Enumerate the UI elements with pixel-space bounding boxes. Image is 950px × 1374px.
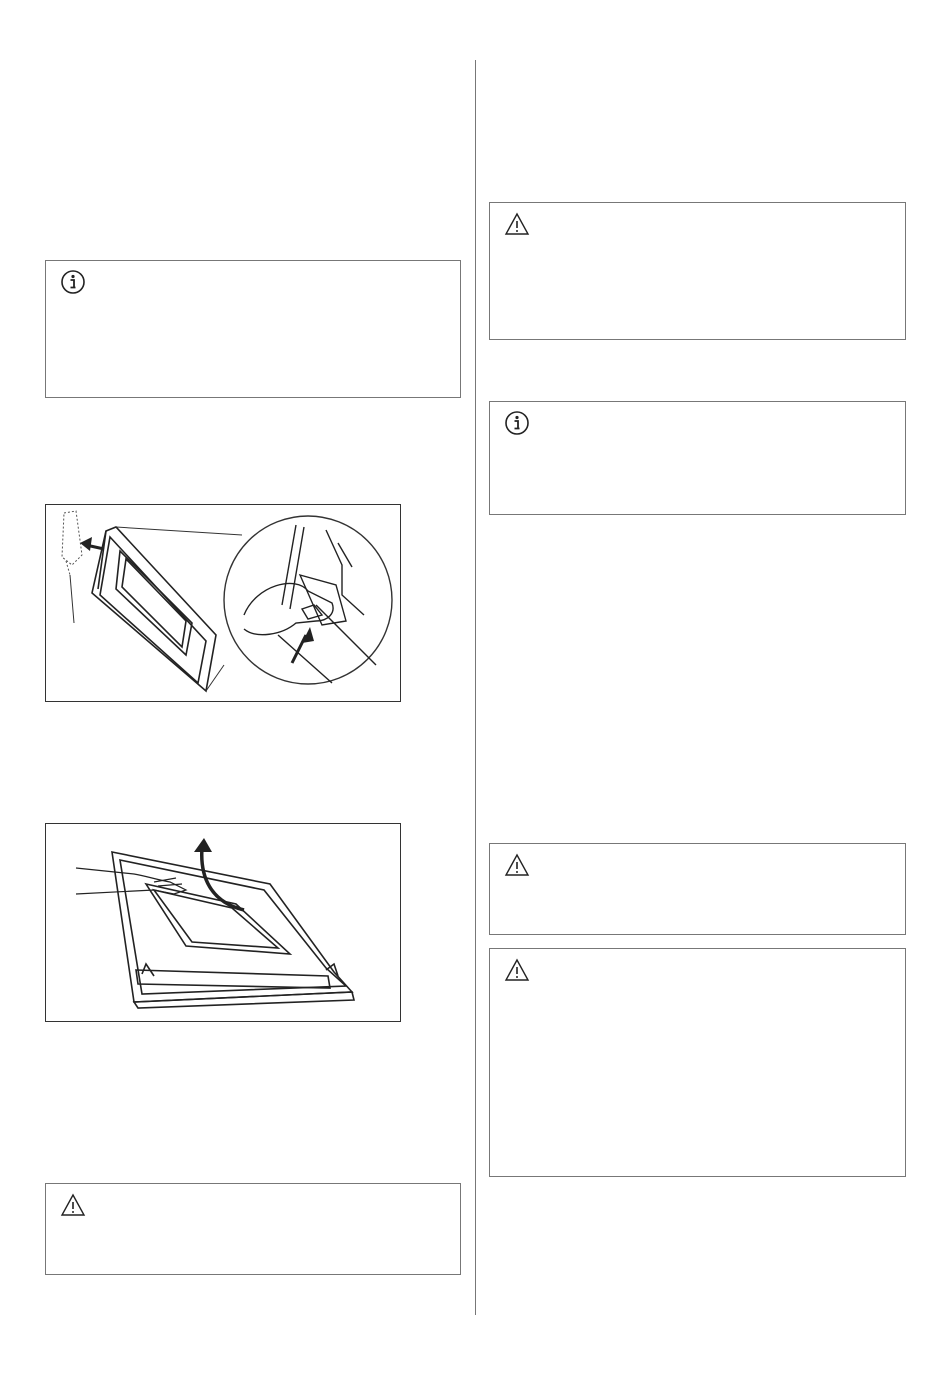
warning-box-right-2 bbox=[489, 843, 906, 935]
column-divider bbox=[475, 60, 476, 1315]
warning-triangle-icon bbox=[60, 1192, 86, 1218]
warning-triangle-icon bbox=[504, 852, 530, 878]
door-glass-removal-figure bbox=[45, 504, 401, 702]
door-lifting-illustration bbox=[46, 824, 401, 1022]
warning-box-right-1 bbox=[489, 202, 906, 340]
warning-triangle-icon bbox=[504, 957, 530, 983]
info-icon bbox=[504, 410, 530, 436]
door-glass-removal-illustration bbox=[46, 505, 401, 702]
info-note-box bbox=[45, 260, 461, 398]
warning-box-right-3 bbox=[489, 948, 906, 1177]
door-lifting-figure bbox=[45, 823, 401, 1022]
info-note-box-right bbox=[489, 401, 906, 515]
info-icon bbox=[60, 269, 86, 295]
warning-triangle-icon bbox=[504, 211, 530, 237]
warning-box-left bbox=[45, 1183, 461, 1275]
